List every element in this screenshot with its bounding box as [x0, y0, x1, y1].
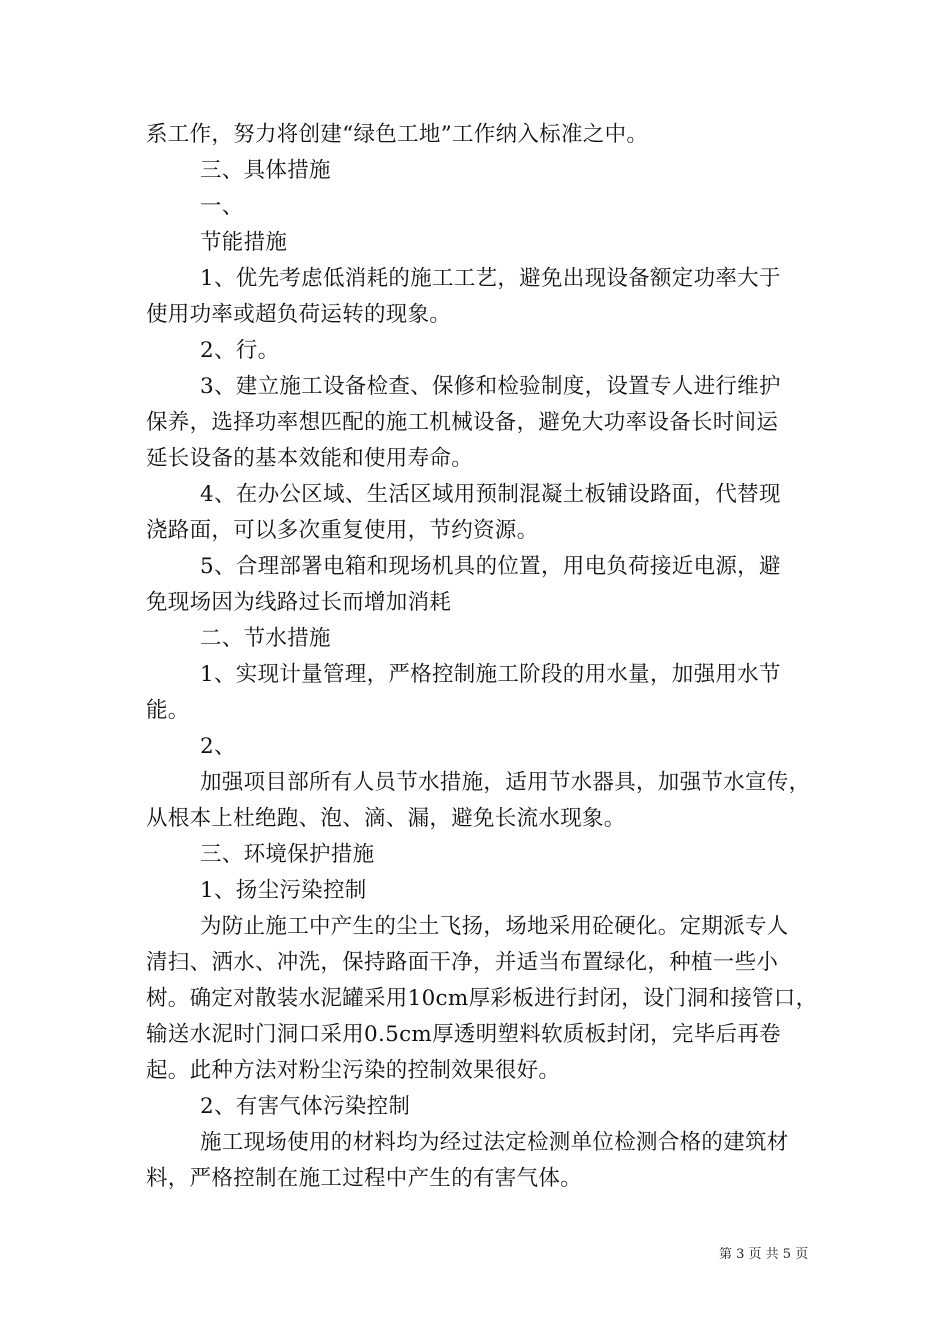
- document-body: [146, 117, 826, 1197]
- text-line: 清扫、洒水、冲洗，保持路面干净，并适当布置绿化，种植一些小: [146, 950, 779, 975]
- text-line: 节能措施: [200, 230, 288, 255]
- text-line: 5、合理部署电箱和现场机具的位置，用电负荷接近电源，避: [200, 554, 781, 579]
- text-line: 能。: [146, 698, 190, 723]
- text-line: 料，严格控制在施工过程中产生的有害气体。: [146, 1166, 583, 1191]
- text-line: 2、行。: [200, 338, 280, 363]
- text-line: 一、: [200, 194, 244, 219]
- text-line: 4、在办公区域、生活区域用预制混凝土板铺设路面，代替现: [200, 482, 781, 507]
- text-line: 3、建立施工设备检查、保修和检验制度，设置专人进行维护: [200, 374, 781, 399]
- text-line: 保养，选择功率想匹配的施工机械设备，避免大功率设备长时间运: [146, 410, 779, 435]
- text-line: 树。确定对散装水泥罐采用10cm厚彩板进行封闭，设门洞和接管口，: [146, 986, 818, 1011]
- text-line: 三、具体措施: [200, 158, 331, 183]
- text-line: 浇路面，可以多次重复使用，节约资源。: [146, 518, 539, 543]
- text-line: 二、节水措施: [200, 626, 331, 651]
- text-line: 从根本上杜绝跑、泡、滴、漏，避免长流水现象。: [146, 806, 626, 831]
- text-line: 2、有害气体污染控制: [200, 1094, 411, 1119]
- text-line: 使用功率或超负荷运转的现象。: [146, 302, 452, 327]
- text-line: 延长设备的基本效能和使用寿命。: [146, 446, 474, 471]
- text-line: 1、实现计量管理，严格控制施工阶段的用水量，加强用水节: [200, 662, 781, 687]
- text-line: 免现场因为线路过长而增加消耗: [146, 590, 452, 615]
- page-number: 第 3 页 共 5 页: [719, 1247, 809, 1262]
- text-line: 1、扬尘污染控制: [200, 878, 367, 903]
- text-line: 1、优先考虑低消耗的施工工艺，避免出现设备额定功率大于: [200, 266, 781, 291]
- text-line: 系工作，努力将创建“绿色工地”工作纳入标准之中。: [146, 122, 649, 147]
- text-line: 为防止施工中产生的尘土飞扬，场地采用砼硬化。定期派专人: [200, 914, 789, 939]
- text-line: 起。此种方法对粉尘污染的控制效果很好。: [146, 1058, 561, 1083]
- text-line: 2、: [200, 734, 236, 759]
- text-line: 输送水泥时门洞口采用0.5cm厚透明塑料软质板封闭，完毕后再卷: [146, 1022, 781, 1047]
- text-line: 三、环境保护措施: [200, 842, 375, 867]
- text-line: 加强项目部所有人员节水措施，适用节水器具，加强节水宣传，: [200, 770, 811, 795]
- text-line: 施工现场使用的材料均为经过法定检测单位检测合格的建筑材: [200, 1130, 789, 1155]
